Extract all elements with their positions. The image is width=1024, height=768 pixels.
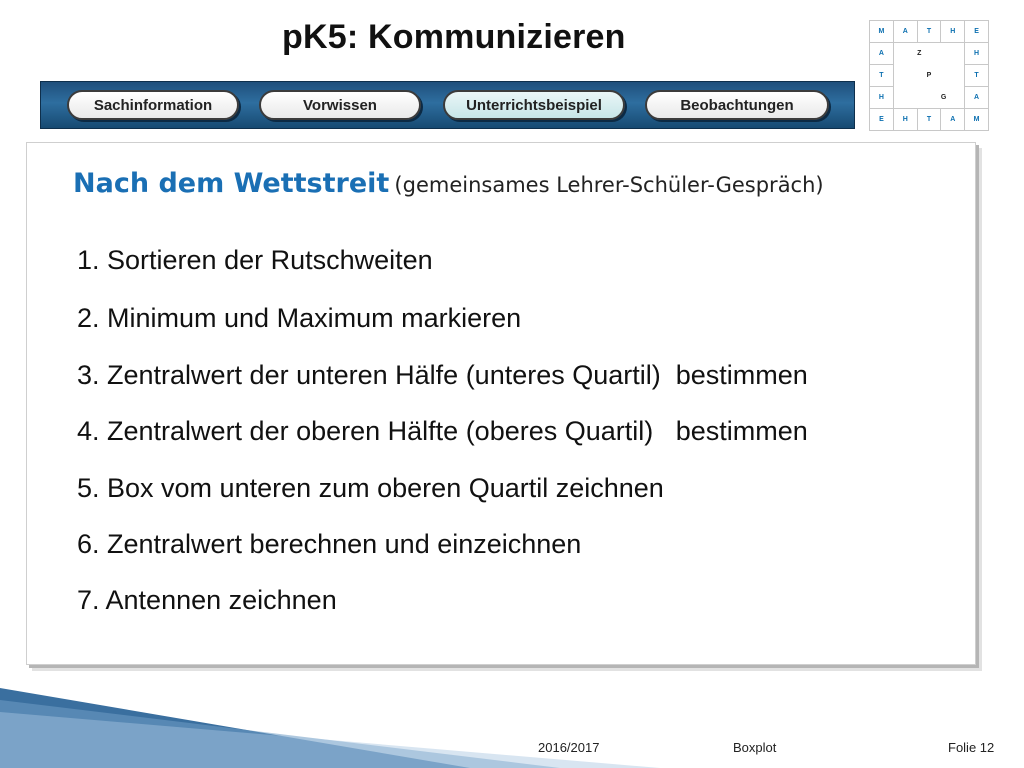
mathe-logo: M A T H E A Z H T P T H G A E H T A M <box>869 20 989 131</box>
page-title: pK5: Kommunizieren <box>282 18 626 56</box>
heading-main: Nach dem Wettstreit <box>73 168 390 199</box>
step-item: 2. Minimum und Maximum markieren <box>77 303 522 333</box>
section-heading <box>73 168 824 199</box>
step-item: 3. Zentralwert der unteren Hälfe (unteres Quartil) bestimmen <box>77 360 808 390</box>
nav-bar <box>40 81 855 129</box>
step-item: 1. Sortieren der Rutschweiten <box>77 245 433 275</box>
step-item: 7. Antennen zeichnen <box>77 585 337 615</box>
beobachtungen-button[interactable]: Beobachtungen <box>645 90 829 120</box>
heading-sub: (gemeinsames Lehrer-Schüler-Gespräch) <box>394 173 824 197</box>
step-item: 4. Zentralwert der oberen Hälfte (oberes Quartil) bestimmen <box>77 416 808 446</box>
footer-date: 2016/2017 <box>538 740 600 755</box>
footer-slide-number: Folie 12 <box>948 740 995 755</box>
step-item: 5. Box vom unteren zum oberen Quartil zeichnen <box>77 473 664 503</box>
step-item: 6. Zentralwert berechnen und einzeichnen <box>77 529 582 559</box>
sachinformation-button[interactable]: Sachinformation <box>67 90 239 120</box>
vorwissen-button[interactable]: Vorwissen <box>259 90 421 120</box>
footer-topic: Boxplot <box>733 740 777 755</box>
unterrichtsbeispiel-button[interactable]: Unterrichtsbeispiel <box>443 90 625 120</box>
